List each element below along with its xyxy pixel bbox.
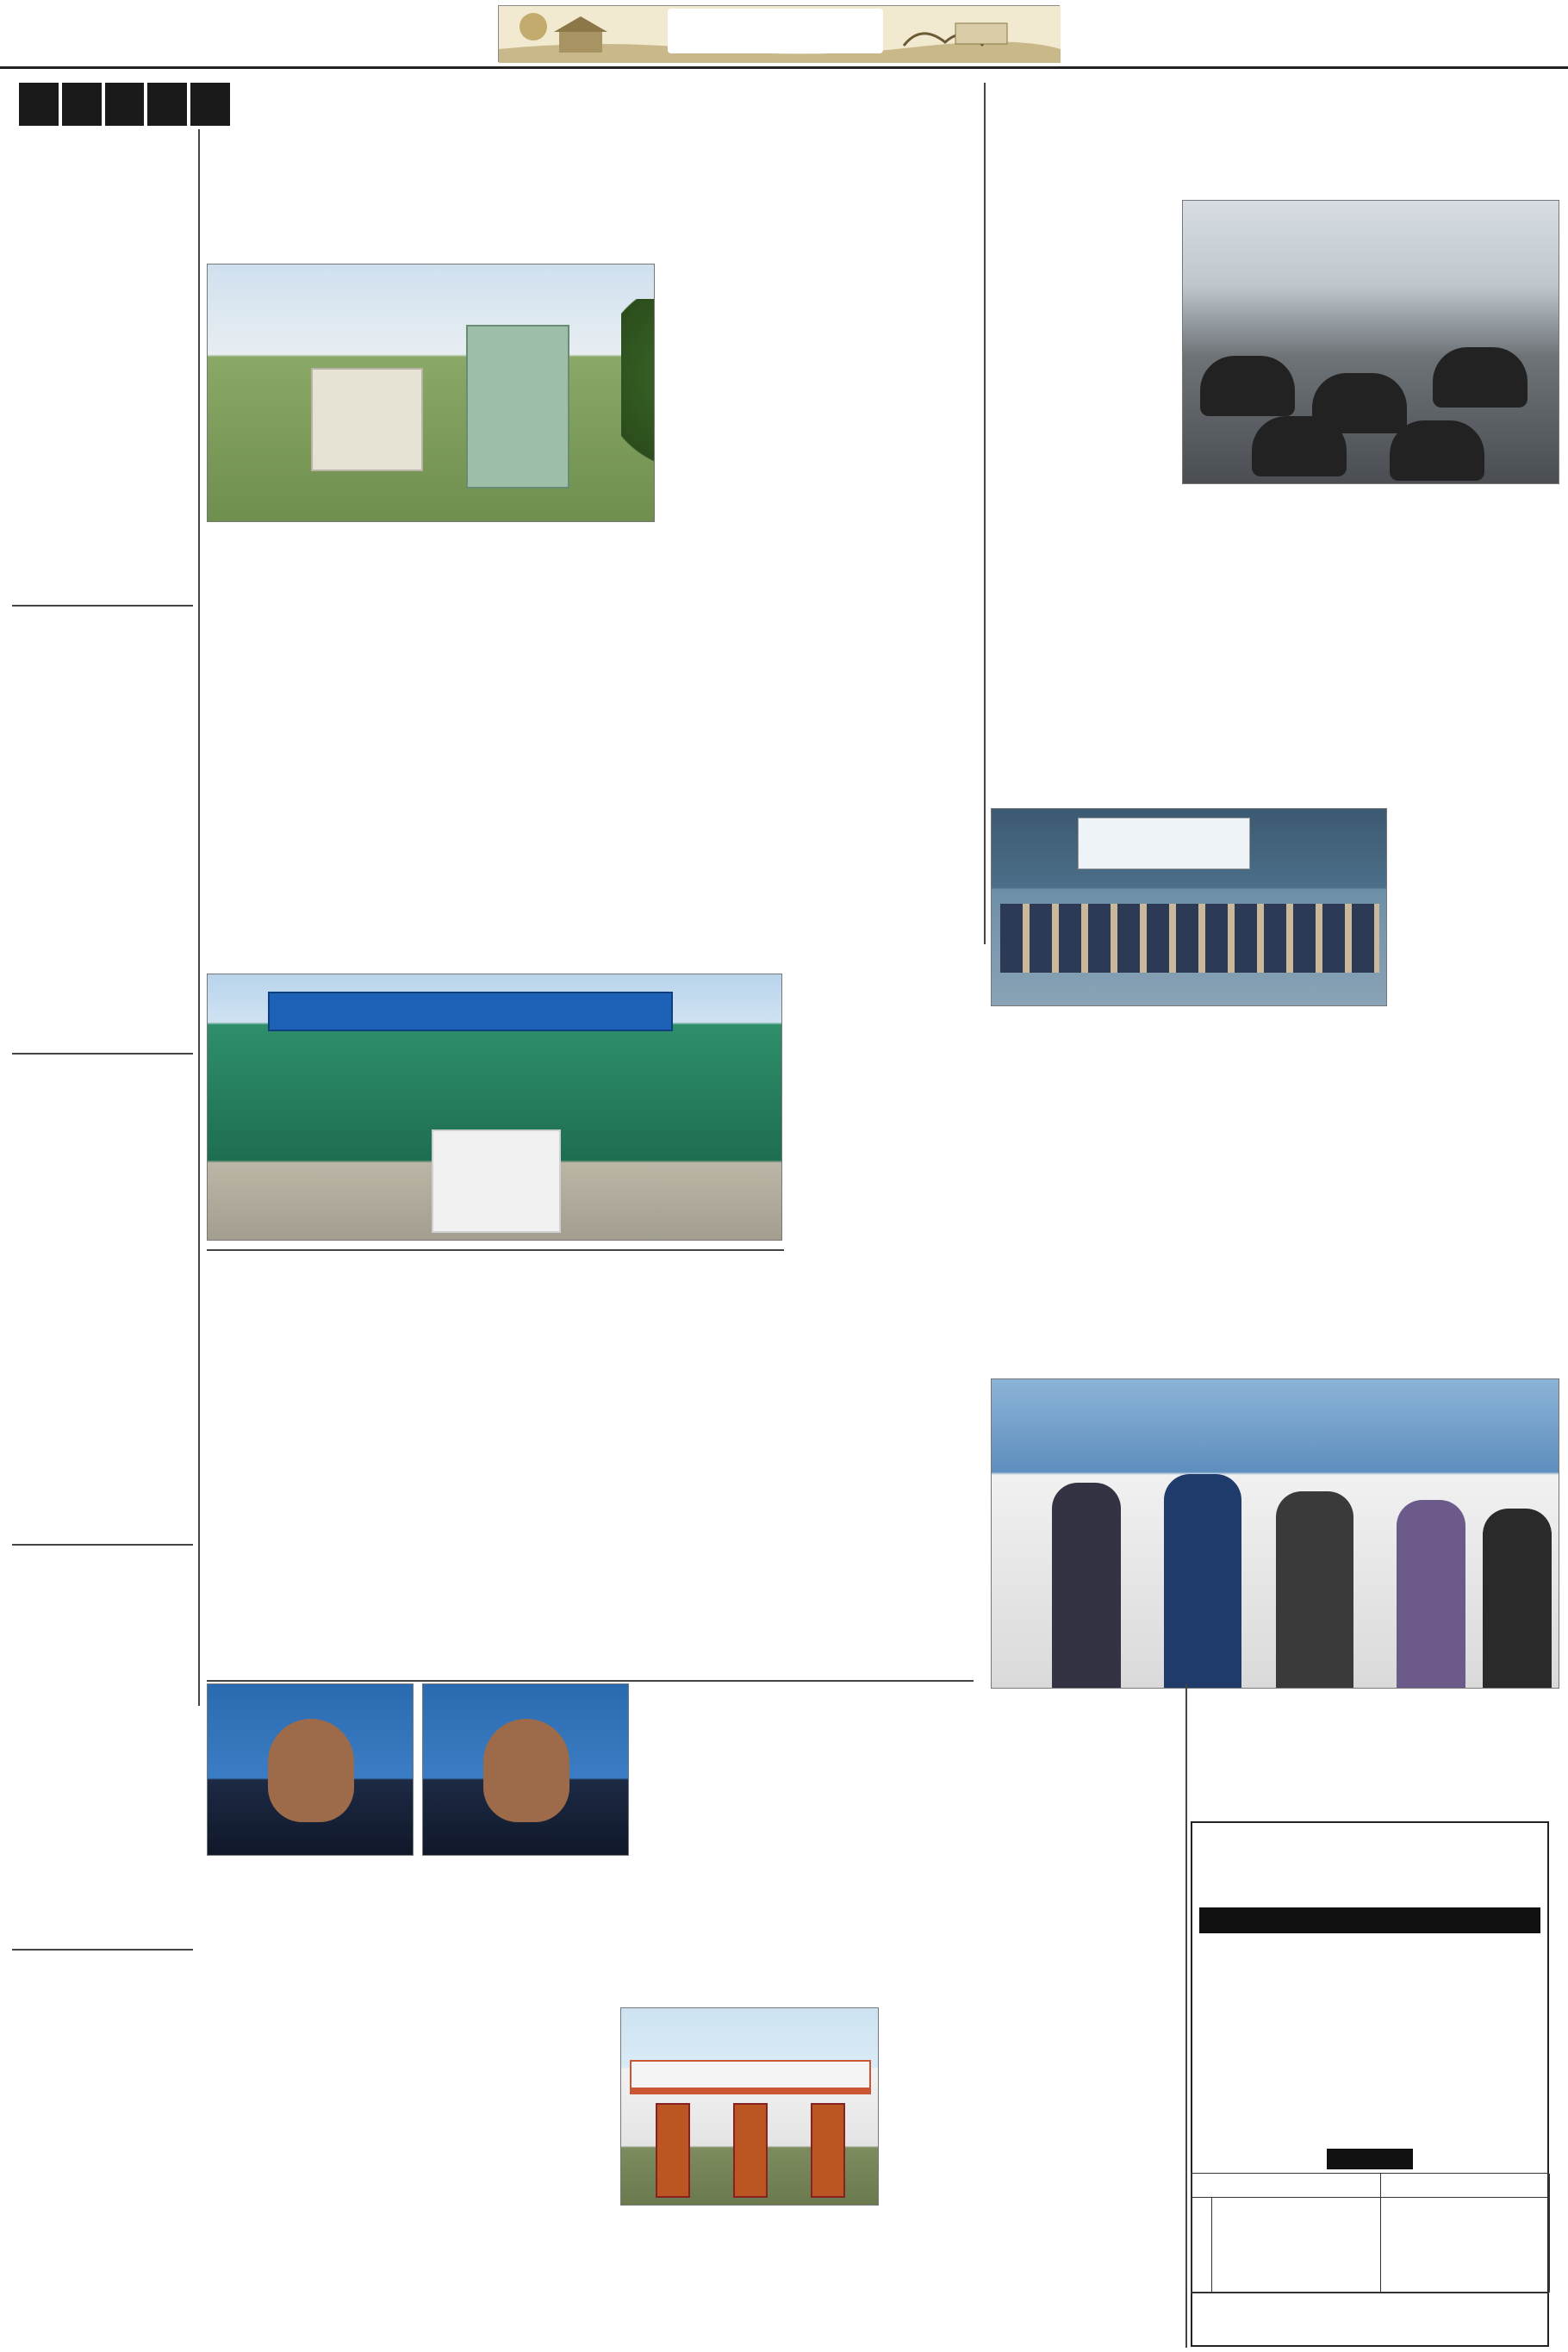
briefs-tag-letter [62, 83, 102, 126]
brief-headline [12, 1551, 193, 1575]
brief-divider [12, 1544, 193, 1546]
brief-body [12, 1104, 193, 1535]
ghoraghat-headline [793, 935, 978, 1064]
scholarship-cheque-photo [991, 1378, 1559, 1689]
brief-divider [12, 1949, 193, 1951]
briefs-tag-letter [105, 83, 145, 126]
brief-body [12, 174, 193, 596]
brief-body [12, 656, 193, 1044]
rajbari-byline [991, 200, 1163, 217]
singra-headline [991, 1015, 1387, 1087]
anwara-byline [207, 1363, 396, 1380]
notice-title [1199, 1907, 1540, 1933]
kishoreganj-byline [207, 1949, 379, 1966]
notice-signature [1344, 2300, 1542, 2342]
anwara-headline-line2 [207, 1306, 784, 1354]
page-number [1484, 3, 1552, 64]
sirajganj-headline [1396, 801, 1559, 913]
kishoreganj-headline-line2 [207, 1902, 612, 1944]
section-name [668, 9, 883, 53]
economic-zone-building-photo [207, 974, 782, 1241]
notice-table-cell [1192, 2198, 1212, 2293]
filling-station-photo [620, 2007, 879, 2206]
column-divider [984, 83, 986, 944]
rajbari-body [1182, 491, 1559, 801]
fuel-body [620, 1847, 879, 2002]
notice-court-sub [1198, 1876, 1542, 1901]
rajbari-headline-line2 [991, 134, 1559, 183]
barahatia-headline [1191, 1682, 1559, 1754]
lead-body [207, 527, 655, 975]
lead-body [663, 243, 810, 751]
lead-headline-line2 [207, 164, 974, 233]
brief-byline [12, 1086, 193, 1103]
kishoreganj-body [207, 1968, 612, 2347]
newspaper-logo [21, 9, 314, 60]
story-divider [207, 1249, 784, 1251]
fuel-headline-line1 [603, 1714, 1180, 1766]
notice-table-cell [1381, 2198, 1550, 2293]
police-photo [991, 808, 1387, 1006]
brief-byline [12, 155, 193, 172]
fuel-byline [620, 1828, 844, 1845]
brief-byline [12, 638, 193, 655]
petrol-pump-queue-photo [1182, 200, 1559, 484]
notice-court [1198, 1851, 1542, 1875]
ghoraghat-byline [793, 1068, 978, 1086]
kishoreganj-headline-line1 [207, 1861, 612, 1902]
brief-byline [12, 1577, 193, 1594]
notice-schedule-label [1327, 2149, 1413, 2169]
briefs-tag-letter [19, 83, 59, 126]
fuel-body [887, 1828, 1180, 2345]
issue-day [1202, 0, 1262, 21]
anwara-headline-line1 [207, 1258, 784, 1306]
column-divider [198, 129, 200, 1706]
notice-table-header [1192, 2174, 1381, 2198]
brief-divider [12, 1053, 193, 1055]
barahatia-body [1191, 1775, 1559, 1818]
brief-headline [12, 129, 193, 153]
briefs-tag-letter [147, 83, 187, 126]
rajbari-headline-line1 [991, 86, 1559, 134]
fuel-headline-line2 [603, 1766, 1180, 1818]
singra-body [991, 1113, 1387, 1372]
lead-headline-line1 [207, 95, 974, 164]
singra-byline [991, 1094, 1163, 1111]
sirajganj-byline [1396, 918, 1559, 936]
brief-headline [12, 612, 193, 636]
portrait-photo [207, 1683, 414, 1856]
lead-body [818, 243, 974, 751]
rajbari-body [991, 221, 1172, 496]
fuel-kicker [775, 1680, 982, 1711]
barahatia-byline [1191, 1758, 1380, 1775]
notice-body [1199, 1938, 1540, 2145]
notice-table [1191, 2173, 1549, 2293]
fuel-body [620, 2211, 879, 2345]
briefs-section-tag [19, 83, 230, 126]
lead-body [448, 243, 655, 262]
website-url [207, 2, 345, 14]
column-divider [1185, 1684, 1187, 2348]
notice-table-cell [1212, 2198, 1381, 2293]
brief-headline [12, 1956, 193, 1980]
brief-body [12, 1596, 193, 1940]
brief-body [12, 2000, 193, 2345]
brief-byline [12, 1982, 193, 1999]
irrigation-pump-photo [207, 264, 655, 522]
sirajganj-body [1396, 937, 1559, 1351]
brief-headline [12, 1060, 193, 1084]
notice-table-header [1381, 2174, 1550, 2198]
lead-byline [207, 243, 439, 260]
brief-divider [12, 605, 193, 607]
notice-govt [1198, 1828, 1542, 1849]
issue-date [1111, 34, 1473, 60]
portrait-photo [422, 1683, 629, 1856]
